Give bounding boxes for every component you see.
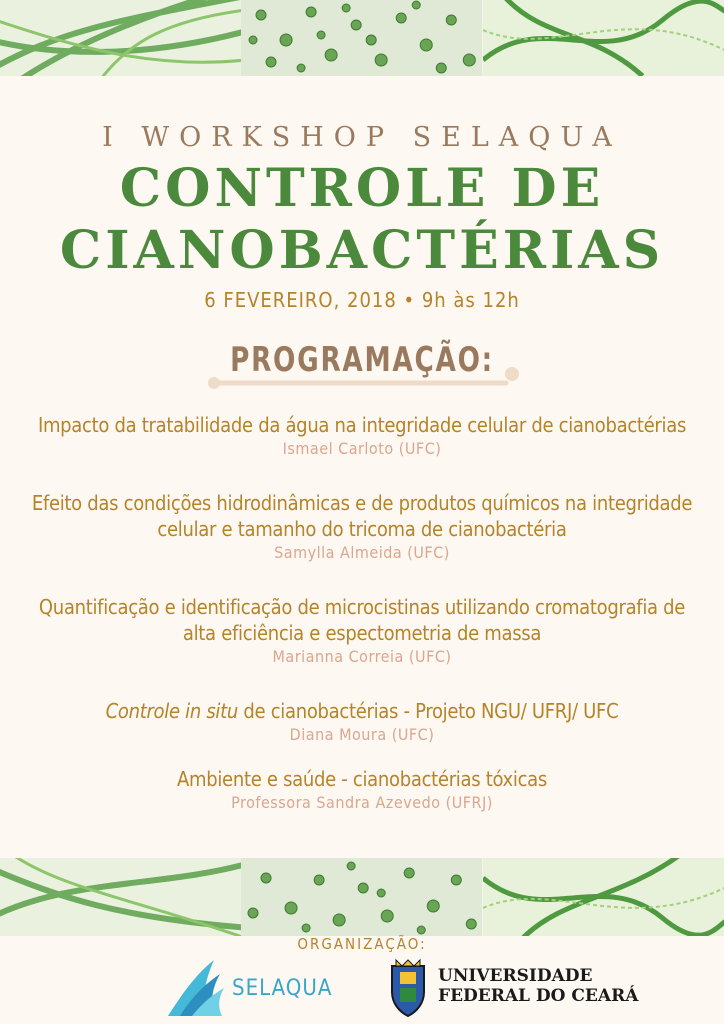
talk-title: Ambiente e saúde - cianobactérias tóxicas [177,767,547,791]
top-microscopy-banner [0,0,724,76]
title-line-1: CONTROLE DE [119,158,605,219]
talk-title [0,698,724,724]
talk-title-rest: de cianobactérias - Projeto NGU/ UFRJ/ UFC [237,699,619,723]
event-date: 6 FEVEREIRO, 2018 • 9h às 12h [204,288,520,312]
spherical-cells-image [241,858,482,936]
filament-algae-image-left [0,0,241,76]
programacao-heading: PROGRAMAÇÃO: [230,340,494,380]
ufc-name [438,966,638,1006]
talk-item [0,766,724,814]
ufc-name-line-1: UNIVERSIDADE [438,966,593,986]
talk-title: Quantificação e identificação de microcistinas utilizando cromatografia de [38,595,686,619]
talk-item [0,698,724,746]
title-line-2: CIANOBACTÉRIAS [59,220,665,281]
talk-title: Impacto da tratabilidade da água na integridade celular de cianobactérias [37,413,687,437]
talk-speaker: Marianna Correia (UFC) [272,647,452,666]
spiral-filament-image-right [483,0,724,76]
talk-speaker: Samylla Almeida (UFC) [274,543,450,562]
selaqua-logo-text: SELAQUA [232,976,333,1001]
organizacao-label: ORGANIZAÇÃO: [297,935,427,953]
talk-speaker: Diana Moura (UFC) [289,725,435,744]
heading-underline-decoration [206,366,526,392]
workshop-subtitle: I WORKSHOP SELAQUA [102,122,622,153]
spiral-filament-image-right [483,858,724,936]
talk-speaker: Professora Sandra Azevedo (UFRJ) [231,793,493,812]
spherical-cells-image [241,0,482,76]
talk-title: alta eficiência e espectometria de massa [182,621,542,645]
talk-item [0,594,724,668]
talk-title: celular e tamanho do tricoma de cianobactéria [157,517,567,541]
talk-speaker: Ismael Carloto (UFC) [282,439,442,458]
talk-item [0,412,724,460]
talk-title-italic: Controle in situ [105,699,238,723]
filament-algae-image-left [0,858,241,936]
talk-item [0,490,724,564]
talk-title: Efeito das condições hidrodinâmicas e de produtos químicos na integridade [31,491,693,515]
ufc-crest-icon [386,958,430,1018]
bottom-microscopy-banner [0,858,724,936]
ufc-name-line-2: FEDERAL DO CEARÁ [438,986,639,1006]
